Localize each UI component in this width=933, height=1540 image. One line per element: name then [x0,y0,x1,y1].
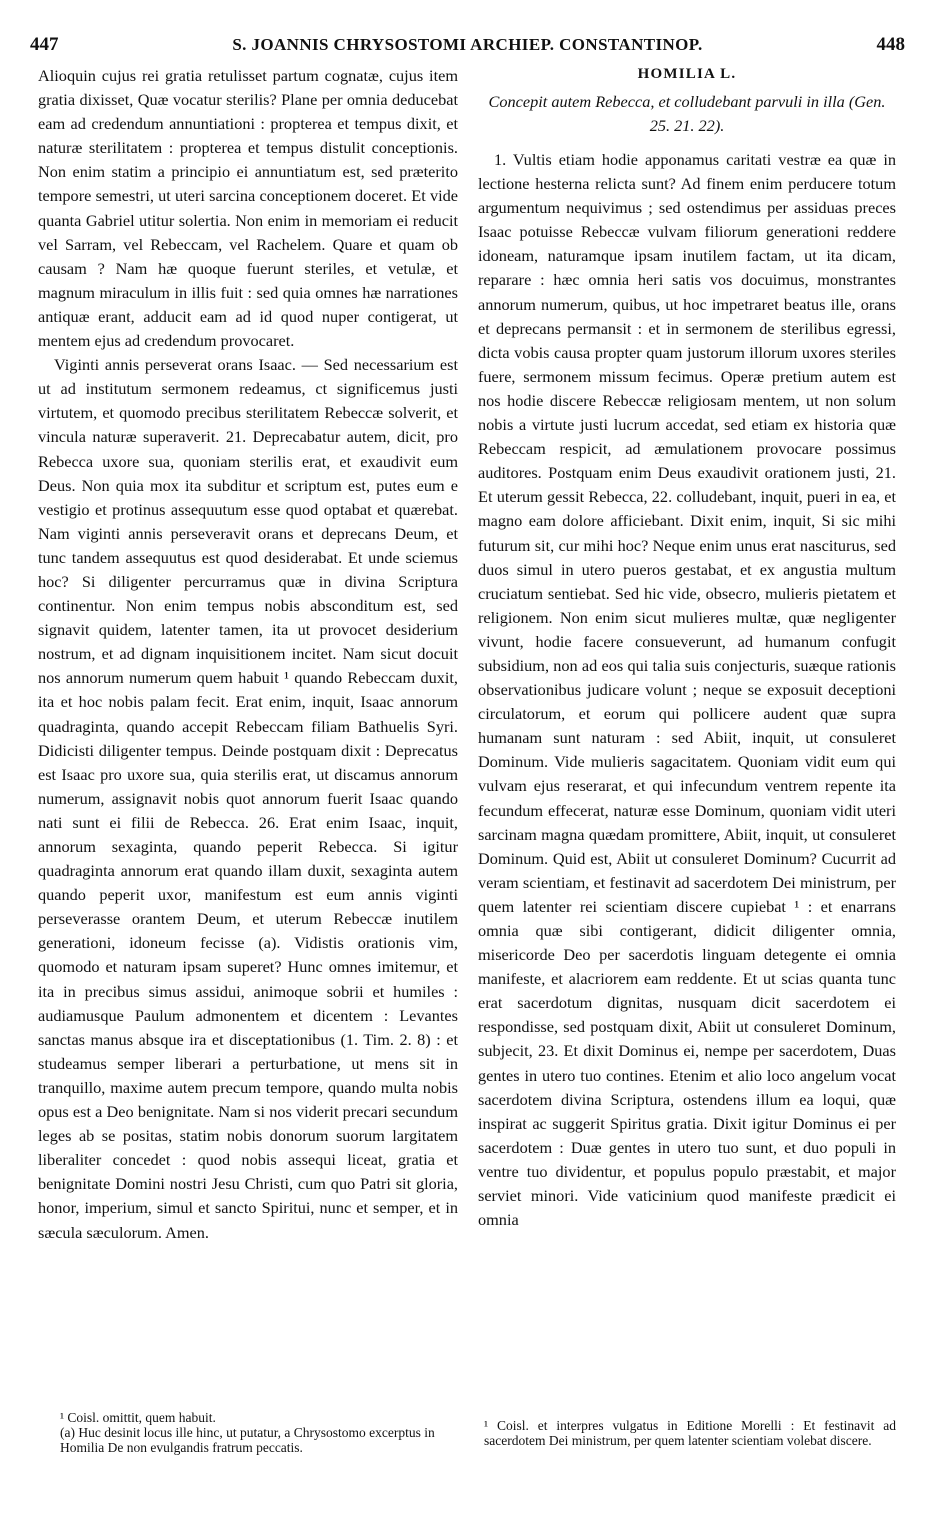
right-footnotes [484,1418,896,1448]
running-title: S. JOANNIS CHRYSOSTOMI ARCHIEP. CONSTANTINOP. [232,35,703,54]
homily-title: HOMILIA L. [637,66,737,82]
homily-subtitle: Concepit autem Rebecca, et colludebant parvuli in illa (Gen. 25. 21. 22). [488,92,886,135]
left-paragraph-1: Alioquin cujus rei gratia retulisset partum cognatæ, cujus item gratia dixisset, Quæ vocatur sterilis? Plane per omnia deducebat eam ad credendum annuntiationi : propterea et tempus dixit, et naturæ sterilitatem : propterea et tempus distulit conceptionis. Non enim statim a principio ei annuntiatum est, sed præterito tempore semestri, ut uteri sarcina conceptionem doceret. Et vide quanta Gabriel utitur solertia. Non enim in memoriam ei reducit vel Sarram, vel Rebeccam, vel Rachelem. Quare et quam ob causam ? Nam hæ quoque fuerunt steriles, et vetulæ, et magnum miraculum in illis fuit : sed quia omnes hæ narrationes antiquæ erant, adducit eam ad id quod nuper contigerat, ut mentem ejus ad credendum provocaret. [38,66,458,351]
left-paragraph-2: Viginti annis perseverat orans Isaac. — Sed necessarium est ut ad institutum sermonem redeamus, ct significemus justi virtutem, et quomodo precibus sterilitatem Rebeccæ solverit, et vincula naturæ superaverit. 21. Deprecabatur autem, dicit, pro Rebecca uxore sua, quoniam sterilis erat, et exaudivit eum Deus. Non quia mox ita subditur et scriptum est, putes eum e vestigio et protinus assequutum esse quod optabat et quærebat. Nam viginti annis perseveravit orans et deprecans Deum, et tunc tandem assequutus est quod desiderabat. Et unde sciemus hoc? Si diligenter percurramus quæ in divina Scriptura continentur. Non enim tempus nobis absconditum est, sed signavit quidem, latenter tamen, ita ut provocet desiderium nostrum, et ad dignam inquisitionem incitet. Nam sicut docuit nos annorum numerum quem habuit ¹ quando Rebeccam duxit, ita et hoc nobis palam fecit. Erat enim, inquit, Isaac annorum quadraginta, quando accepit Rebeccam filiam Bathuelis Syri. Didicisti diligenter tempus. Deinde postquam dixit : Deprecatus est Isaac pro uxore sua, quia sterilis erat, ut discamus annorum numerum, assignavit nobis quot annorum fuerit Isaac quando nati sunt ei filii de Rebecca. 26. Erat enim Isaac, inquit, annorum sexaginta, quando peperit Rebecca. Si igitur quadraginta annorum erat quando illam duxit, sexaginta autem quando peperit uxor, manifestum est eum annis viginti perseverasse orantem Deum, et uterum Rebeccæ inutilem generationi, idoneum fecisse (a). Vidistis orationis vim, quomodo et naturam ipsam superet? Hunc omnes imitemur, et ita in precibus simus assidui, animoque sobrii et humiles : audiamusque Paulum admonentem et dicentem : Levantes sanctas manus absque ira et disceptationibus (1. Tim. 2. 8) : et studeamus semper liberari a perturbatione, ut mens sit in tranquillo, maxime autem precum tempore, quando multa nobis opus est a Deo benignitate. Nam si nos viderit precari secundum leges ab se positas, statim nobis donorum suorum largitatem liberaliter concedet : quod nobis assequi liceat, gratia et benignitate Domini nostri Jesu Christi, cum quo Patri sit gloria, honor, imperium, simul et sancto Spiritui, nunc et semper, et in sæcula sæculorum. Amen. [38,355,458,1242]
right-column [478,64,896,1232]
right-paragraph-1: 1. Vultis etiam hodie apponamus caritati vestræ ea quæ in lectione hesterna relicta sunt? Ad finem enim perducere totum argumentum nequivimus ; sed ostendimus per assiduas preces Isaac potuisse Rebeccæ vulvam filiorum generationi reddere idoneam, naturamque ipsam inutilem factam, ut ita dicam, reparare : hæc omnia heri satis vos docuimus, monstrantes annorum numerum, quibus, ut hoc impetraret beatus ille, orans et deprecans permansit : et in sermonem de sterilibus egressi, dicta vobis causa propter quam justorum illorum uxores steriles fuere, sermonem missum fecimus. Operæ pretium autem est nos hodie discere Rebeccæ religiosam mentem, ut non solum nobis a virtute justi lucrum accedat, sed etiam ex historia quæ Rebeccam respicit, ad æmulationem provocare possimus auditores. Postquam enim Deus exaudivit orationem justi, 21. Et uterum gessit Rebecca, 22. colludebant, inquit, pueri in ea, et magno eam dolore afficiebant. Dixit enim, inquit, Si sic mihi futurum sit, cur mihi hoc? Neque enim unus erat nasciturus, sed duos simul in utero pueros gestabat, et ex angustia multum cruciatum sentiebat. Sed hic vide, obsecro, mulieris pietatem et religionem. Non enim sicut mulieres multæ, quæ negligenter vivunt, hodie facere consueverunt, ad humanum confugit subsidium, non ad eos qui talia suis conjecturis, suæque rationis observationibus judicare volunt ; neque se exposuit deceptioni circulatorum, et eorum qui pollicere audent quæ supra humanam sunt naturam : sed Abiit, inquit, ut consuleret Dominum. Vide mulieris sagacitatem. Quoniam vidit eum qui vulvam ejus reserarat, et qui infecundum ventrem repente ita fecundum effecerat, naturæ esse Dominum, quoniam vidit uteri sarcinam magna quædam promittere, Abiit, inquit, ut consuleret Dominum. Quid est, Abiit ut consuleret Dominum? Cucurrit ad veram scientiam, et festinavit ad sacerdotem Dei ministrum, per quem latenter rei scientiam discere cupiebat ¹ : et enarrans omnia quæ sibi contigerant, didicit diligenter omnia, misericorde Deo per sacerdotis linguam detegente ei omnia manifeste, et alacriorem eam reddente. Et ut scias quanta tunc erat sacerdotum dignitas, nusquam dicit sacerdotem ei respondisse, sed postquam dixit, Abiit ut consuleret Dominum, subjecit, 23. Et dixit Dominus ei, nempe per sacerdotem, Duas gentes in utero tuo contines. Etenim et alio loco angelum vocat sacerdotem divina Scriptura, ostendens illum ea loqui, quæ inspirat ac suggerit Spiritus gratia. Dixit igitur Dominus ei per sacerdotem : Duæ gentes in utero tuo sunt, et duo populi in ventre tuo dividentur, et populus populo præstabit, et major serviet minori. Vide vaticinium quod manifeste prædicit ei omnia [478,150,896,1230]
left-column [38,64,458,1245]
left-footnote-2: (a) Huc desinit locus ille hinc, ut putatur, a Chrysostomo excerptus in Homilia De non evulgandis fratrum peccatis. [60,1425,435,1455]
left-footnotes [60,1410,460,1455]
right-page-number: 448 [876,34,905,55]
left-footnote-1: ¹ Coisl. omittit, quem habuit. [60,1410,216,1425]
page-header [30,34,905,60]
right-footnote-1: ¹ Coisl. et interpres vulgatus in Editione Morelli : Et festinavit ad sacerdotem Dei ministrum, per quem latenter scientiam volebat discere. [484,1418,896,1448]
left-page-number: 447 [30,34,59,55]
